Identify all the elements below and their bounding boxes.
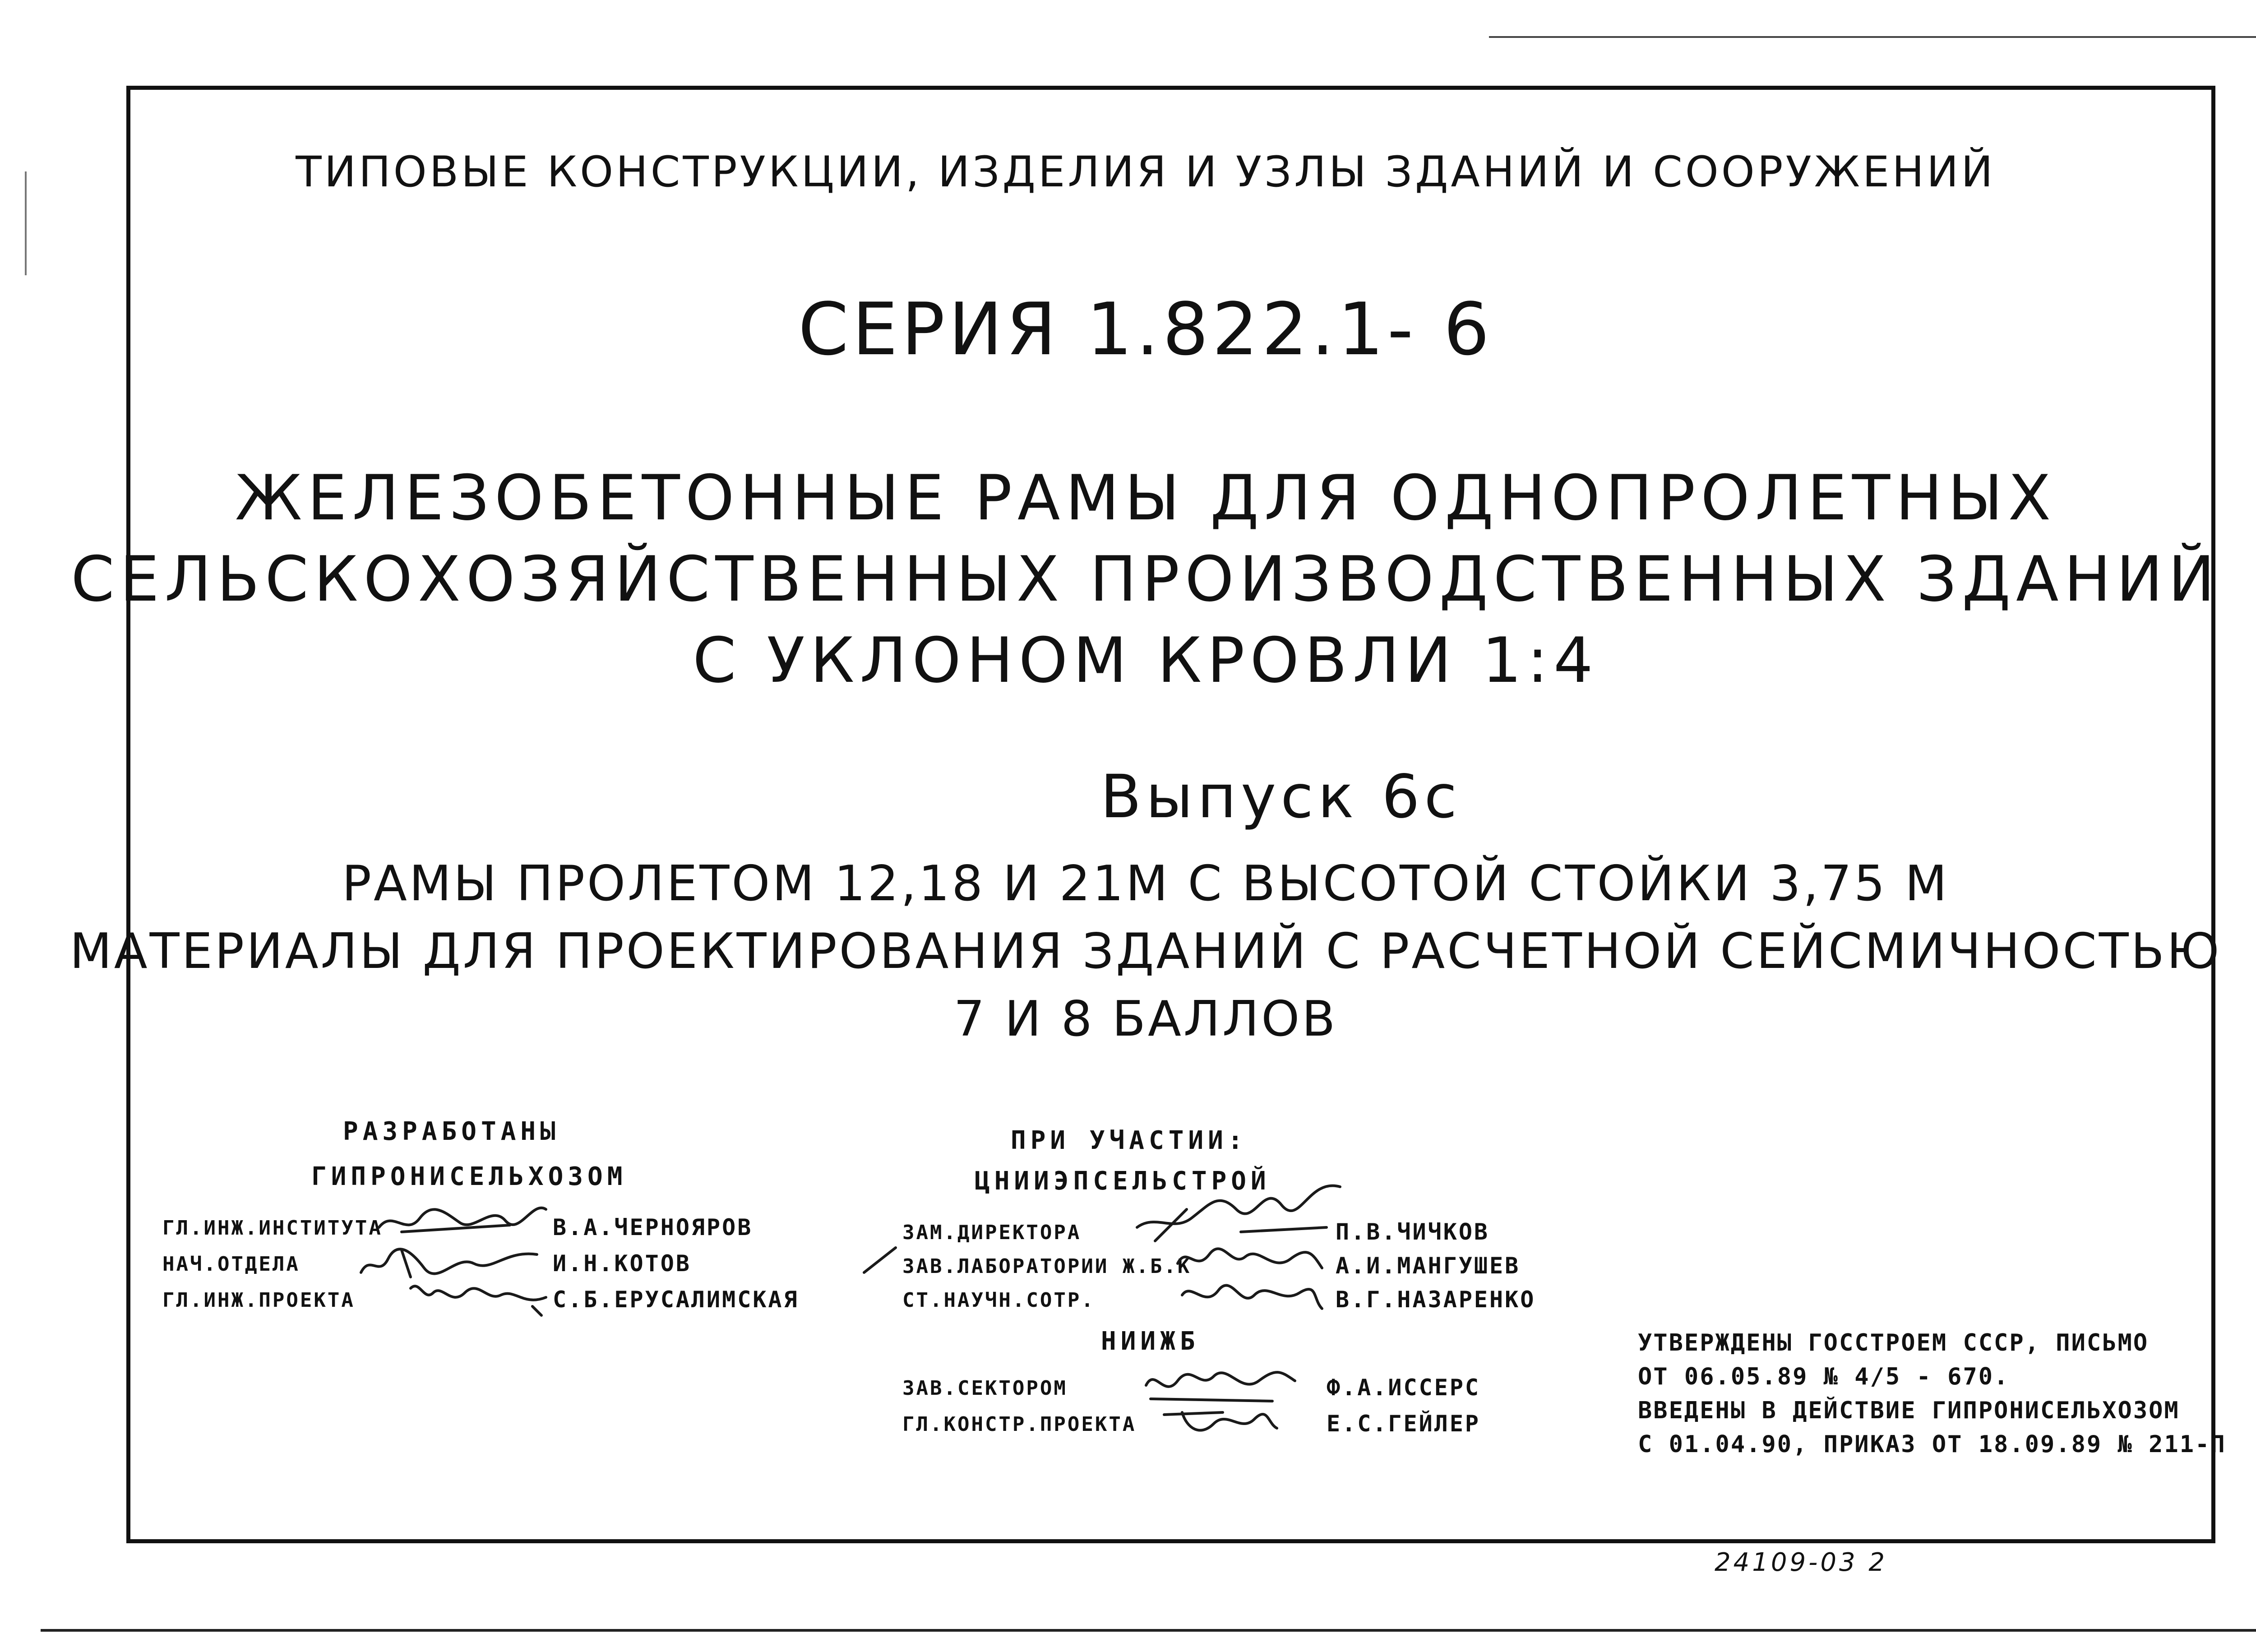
signature-nazarenko — [1173, 1273, 1327, 1322]
signature-geiler — [1155, 1397, 1281, 1446]
participants-heading: ПРИ УЧАСТИИ: — [1011, 1126, 1248, 1155]
approval-line-4: С 01.04.90, ПРИКАЗ ОТ 18.09.89 № 211-П — [1638, 1431, 2226, 1458]
signature-chichkov — [1128, 1164, 1354, 1245]
developer-name: И.Н.КОТОВ — [553, 1250, 691, 1277]
participant-org-cniiep: ЦНИИЭПСЕЛЬСТРОЙ — [975, 1166, 1271, 1196]
developer-name: В.А.ЧЕРНОЯРОВ — [553, 1214, 753, 1240]
participant-name: Е.С.ГЕЙЛЕР — [1327, 1411, 1481, 1437]
participant-name: П.В.ЧИЧКОВ — [1336, 1219, 1490, 1245]
participant-role: СТ.НАУЧН.СОТР. — [902, 1289, 1095, 1312]
approval-line-1: УТВЕРЖДЕНЫ ГОССТРОЕМ СССР, ПИСЬМО — [1638, 1329, 2149, 1356]
sheet-edge-top — [1489, 36, 2256, 38]
participant-name: Ф.А.ИССЕРС — [1327, 1374, 1481, 1401]
participant-role: ЗАВ.ЛАБОРАТОРИИ Ж.Б.К — [902, 1255, 1192, 1278]
document-title-line-2: СЕЛЬСКОХОЗЯЙСТВЕННЫХ ПРОИЗВОДСТВЕННЫХ ЗДАНИЙ — [71, 543, 2220, 615]
developer-role: ГЛ.ИНЖ.ИНСТИТУТА — [162, 1217, 383, 1240]
subtitle-line-1: РАМЫ ПРОЛЕТОМ 12,18 И 21М С ВЫСОТОЙ СТОЙКИ 3,75 М — [342, 856, 1950, 912]
sheet-edge-bottom — [41, 1629, 2256, 1632]
series-number: СЕРИЯ 1.822.1- 6 — [798, 287, 1493, 371]
issue-label: Выпуск 6с — [1100, 762, 1461, 832]
developers-heading: РАЗРАБОТАНЫ — [343, 1117, 560, 1146]
approval-line-3: ВВЕДЕНЫ В ДЕЙСТВИЕ ГИПРОНИСЕЛЬХОЗОМ — [1638, 1397, 2180, 1424]
participant-name: В.Г.НАЗАРЕНКО — [1336, 1286, 1536, 1313]
developer-role: НАЧ.ОТДЕЛА — [162, 1253, 300, 1276]
participant-role: ЗАМ.ДИРЕКТОРА — [902, 1221, 1082, 1244]
participant-name: А.И.МАНГУШЕВ — [1336, 1253, 1521, 1279]
approval-line-2: ОТ 06.05.89 № 4/5 - 670. — [1638, 1363, 2010, 1390]
subtitle-line-3: 7 И 8 БАЛЛОВ — [953, 991, 1338, 1047]
developers-org: ГИПРОНИСЕЛЬХОЗОМ — [311, 1162, 627, 1191]
subtitle-line-2: МАТЕРИАЛЫ ДЛЯ ПРОЕКТИРОВАНИЯ ЗДАНИЙ С РАСЧЕТНОЙ СЕЙСМИЧНОСТЬЮ — [69, 923, 2222, 980]
developer-role: ГЛ.ИНЖ.ПРОЕКТА — [162, 1289, 355, 1312]
developer-name: С.Б.ЕРУСАЛИМСКАЯ — [553, 1286, 799, 1313]
participant-org-niizhb: НИИЖБ — [1101, 1327, 1200, 1356]
signature-dash-mark — [860, 1241, 900, 1277]
document-title-line-1: ЖЕЛЕЗОБЕТОННЫЕ РАМЫ ДЛЯ ОДНОПРОЛЕТНЫХ — [235, 462, 2057, 534]
participant-role: ЗАВ.СЕКТОРОМ — [902, 1377, 1068, 1400]
document-number: 24109-03 2 — [1715, 1548, 1888, 1577]
category-header: ТИПОВЫЕ КОНСТРУКЦИИ, ИЗДЕЛИЯ И УЗЛЫ ЗДАНИЙ И СООРУЖЕНИЙ — [296, 148, 1996, 197]
document-title-line-3: С УКЛОНОМ КРОВЛИ 1:4 — [693, 624, 1599, 697]
participant-role: ГЛ.КОНСТР.ПРОЕКТА — [902, 1413, 1137, 1436]
signature-erusalimskaya — [406, 1270, 555, 1320]
